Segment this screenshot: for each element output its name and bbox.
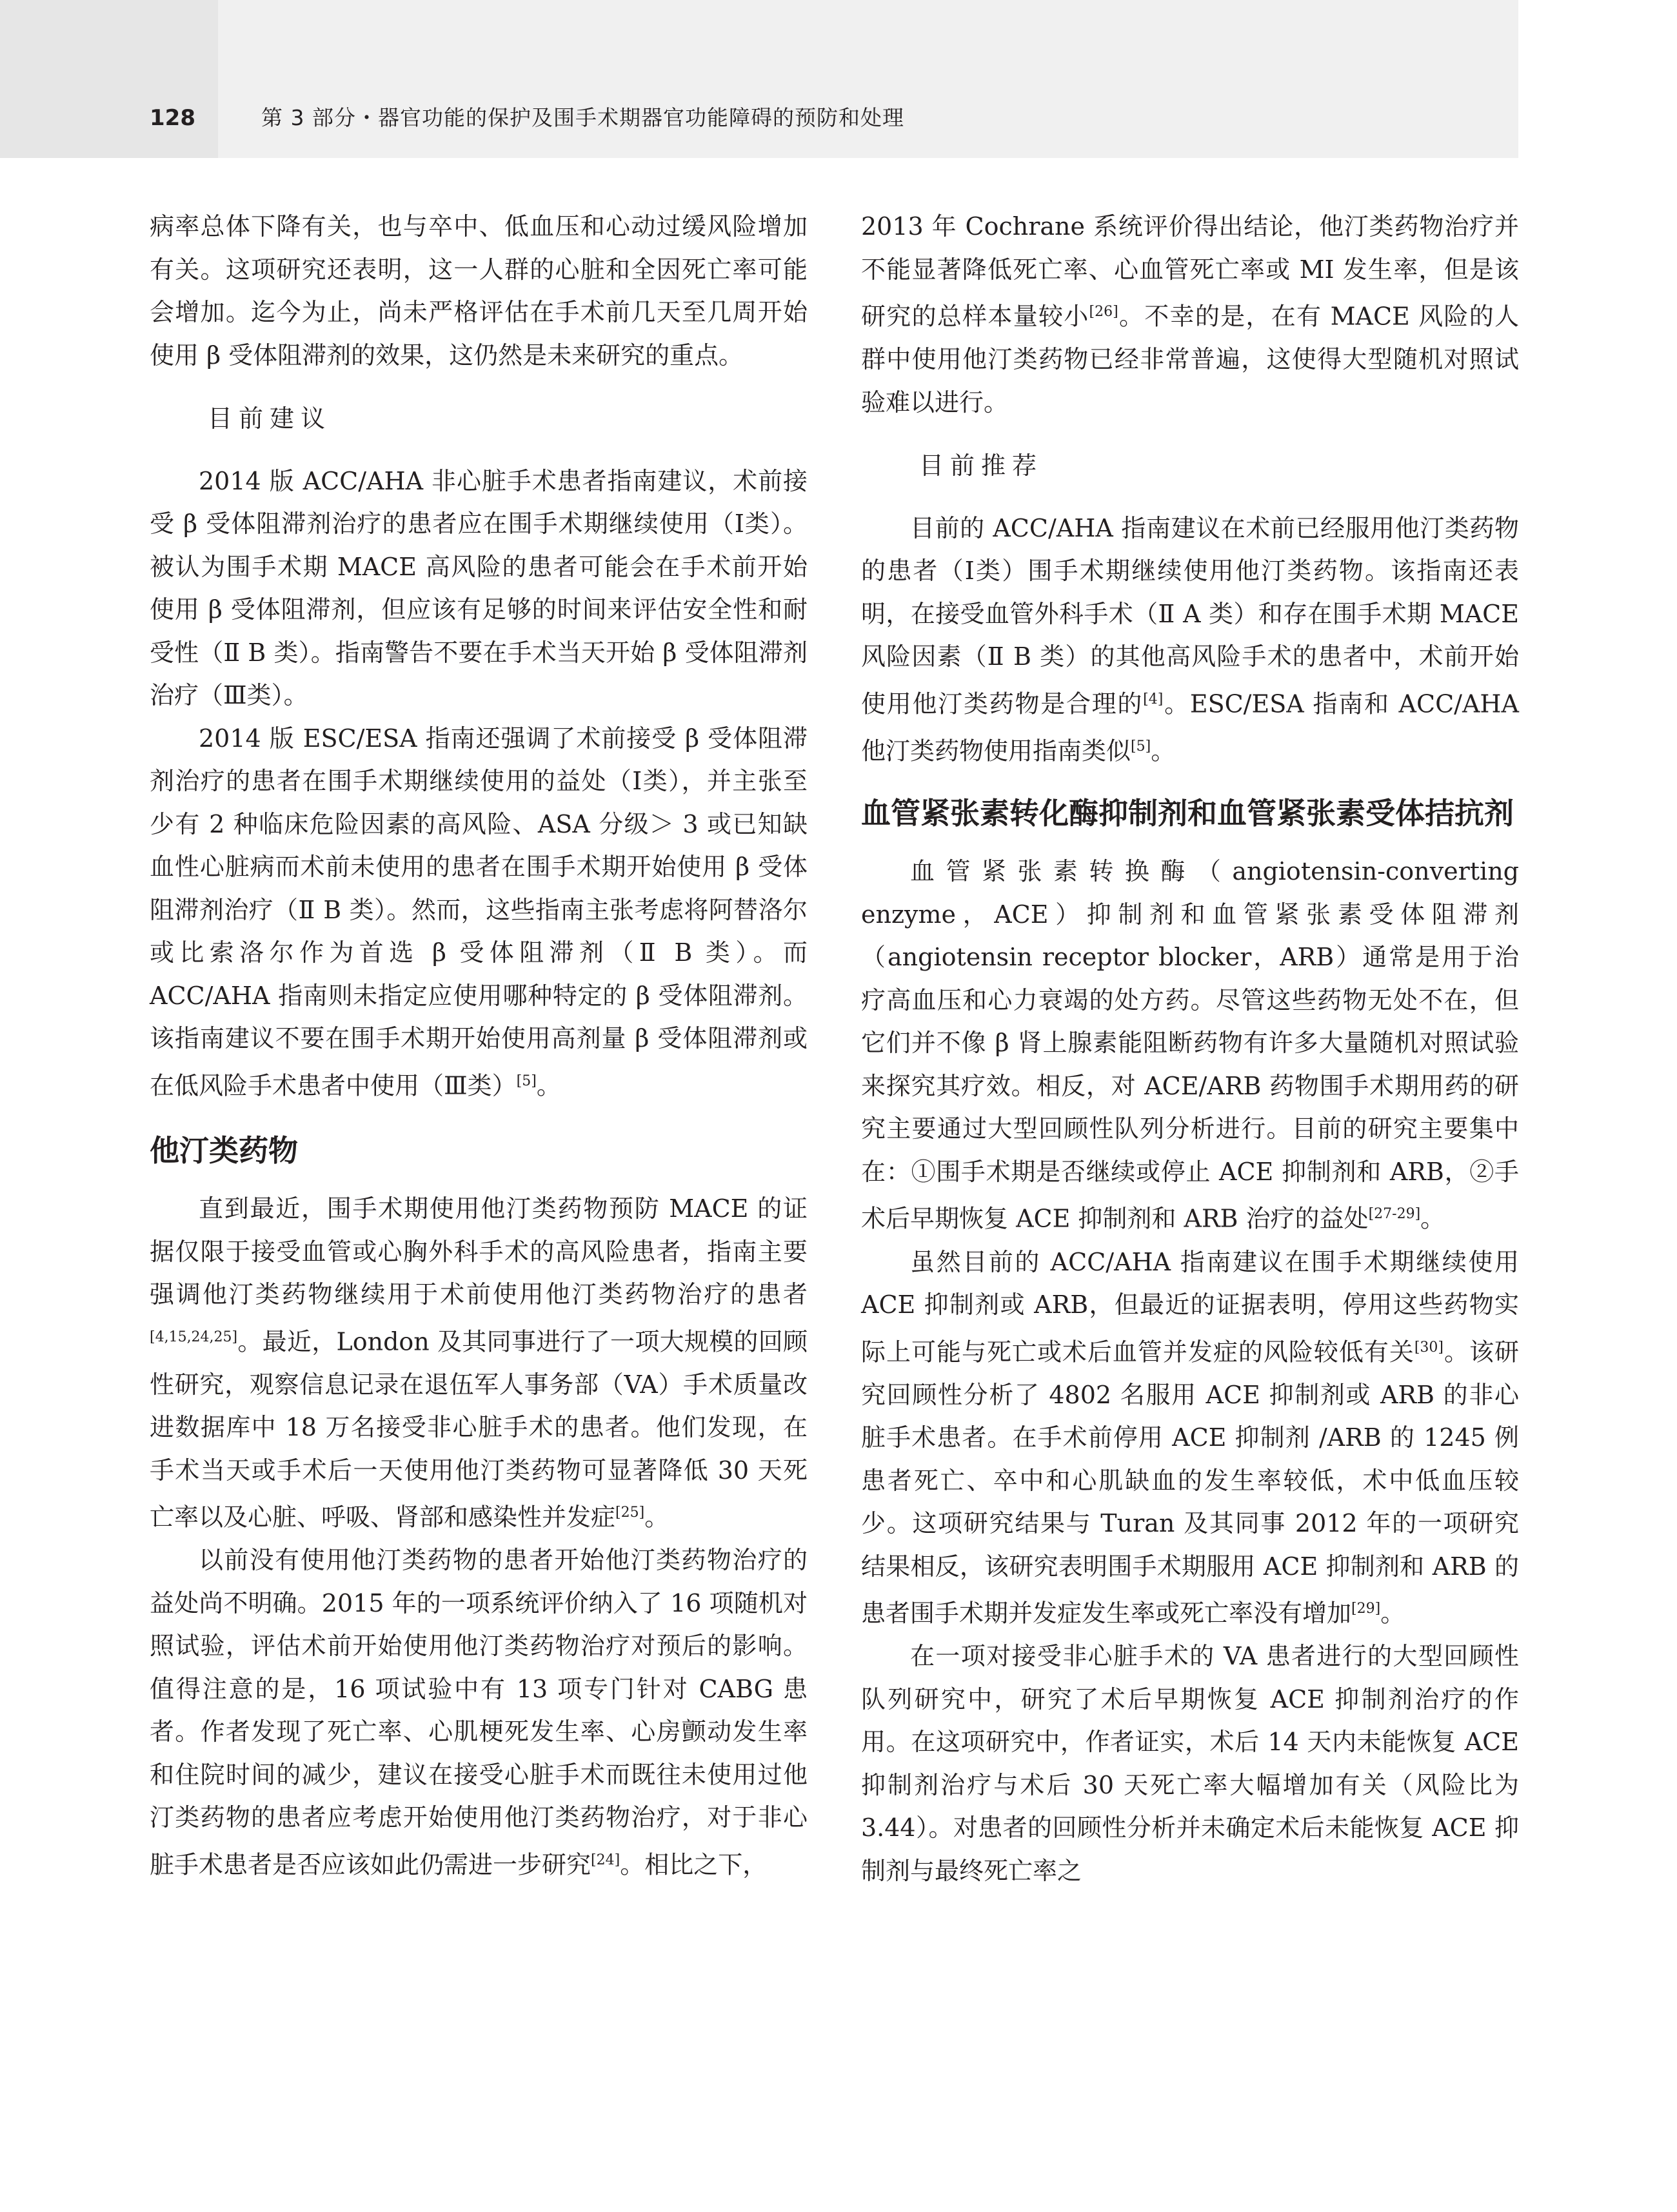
- page-number: 128: [150, 105, 195, 131]
- paragraph-text: 。: [644, 1503, 670, 1532]
- body-paragraph: 病率总体下降有关，也与卒中、低血压和心动过缓风险增加有关。这项研究还表明，这一人群的心脏和全因死亡率可能会增加。迄今为止，尚未严格评估在手术前几天至几周开始使用 β 受体阻滞剂的效果，这仍然是未来研究的重点。: [150, 212, 808, 370]
- subheading-current-recommendations-statins: 目前推荐: [919, 451, 1044, 480]
- left-column: [150, 205, 808, 1886]
- paragraph-text: 。: [1151, 736, 1176, 765]
- paragraph-text: 。: [536, 1071, 561, 1100]
- citation-ref: [4]: [1143, 691, 1164, 707]
- header-margin-block: [0, 0, 218, 158]
- paragraph-text: 2014 版 ESC/ESA 指南还强调了术前接受 β 受体阻滞剂治疗的患者在围手术期继续使用的益处（Ⅰ类），并主张至少有 2 种临床危险因素的高风险、ASA 分级＞ 3 或已知缺血性心脏病而术前未使用的患者在围手术期开始使用 β 受体阻滞剂治疗（Ⅱ B 类）。然而，这些指南主张考虑将阿替洛尔或比索洛尔作为首选 β 受体阻滞剂（Ⅱ B 类）。而 ACC/AHA 指南则未指定应使用哪种特定的 β 受体阻滞剂。该指南建议不要在围手术期开始使用高剂量 β 受体阻滞剂或在低风险手术患者中使用（Ⅲ类）: [150, 724, 808, 1100]
- citation-ref: [29]: [1351, 1601, 1381, 1617]
- subheading-current-recommendations: 目前建议: [208, 404, 332, 433]
- citation-ref: [4,15,24,25]: [150, 1328, 238, 1345]
- body-paragraph: [150, 717, 808, 1107]
- paragraph-text: 直到最近，围手术期使用他汀类药物预防 MACE 的证据仅限于接受血管或心胸外科手术的高风险患者，指南主要强调他汀类药物继续用于术前使用他汀类药物治疗的患者: [150, 1194, 808, 1309]
- paragraph-text: 。最近，London 及其同事进行了一项大规模的回顾性研究，观察信息记录在退伍军人事务部（VA）手术质量改进数据库中 18 万名接受非心脏手术的患者。他们发现，在手术当天或手术后一天使用他汀类药物可显著降低 30 天死亡率以及心脏、呼吸、肾部和感染性并发症: [150, 1327, 808, 1532]
- paragraph-text: 虽然目前的 ACC/AHA 指南建议在围手术期继续使用 ACE 抑制剂或 ARB，但最近的证据表明，停用这些药物实际上可能与死亡或术后血管并发症的风险较低有关: [861, 1247, 1519, 1367]
- body-paragraph: [150, 1187, 808, 1539]
- running-header-title: 第 3 部分・器官功能的保护及围手术期器官功能障碍的预防和处理: [261, 105, 904, 130]
- citation-ref: [26]: [1089, 304, 1118, 320]
- right-column: [861, 205, 1519, 1892]
- paragraph-text: 。ESC/ESA 指南和 ACC/AHA 他汀类药物使用指南类似: [861, 689, 1519, 765]
- paragraph-text: 以前没有使用他汀类药物的患者开始他汀类药物治疗的益处尚不明确。2015 年的一项系统评价纳入了 16 项随机对照试验，评估术前开始使用他汀类药物治疗对预后的影响。值得注意的是，16 项试验中有 13 项专门针对 CABG 患者。作者发现了死亡率、心肌梗死发生率、心房颤动发生率和住院时间的减少，建议在接受心脏手术而既往未使用过他汀类药物的患者应考虑开始使用他汀类药物治疗，对于非心脏手术患者是否应该如此仍需进一步研究: [150, 1546, 808, 1879]
- citation-ref: [5]: [516, 1072, 537, 1089]
- paragraph-text: 2013 年 Cochrane 系统评价得出结论，他汀类药物治疗并不能显著降低死亡率、心血管死亡率或 MI 发生率，但是该研究的总样本量较小: [861, 212, 1519, 331]
- body-paragraph: [861, 1241, 1519, 1635]
- citation-ref: [24]: [591, 1852, 620, 1868]
- paragraph-text: 。该研究回顾性分析了 4802 名服用 ACE 抑制剂或 ARB 的非心脏手术患者。在手术前停用 ACE 抑制剂 /ARB 的 1245 例患者死亡、卒中和心肌缺血的发生率较低，术中低血压较少。这项研究结果与 Turan 及其同事 2012 年的一项研究结果相反，该研究表明围手术期服用 ACE 抑制剂和 ARB 的患者围手术期并发症发生率或死亡率没有增加: [861, 1338, 1519, 1628]
- paragraph-text: 血管紧张素转换酶（angiotensin-converting enzyme，ACE）抑制剂和血管紧张素受体阻滞剂（angiotensin receptor blocker，ARB）通常是用于治疗高血压和心力衰竭的处方药。尽管这些药物无处不在，但它们并不像 β 肾上腺素能阻断药物有许多大量随机对照试验来探究其疗效。相反，对 ACE/ARB 药物围手术期用药的研究主要通过大型回顾性队列分析进行。目前的研究主要集中在：①围手术期是否继续或停止 ACE 抑制剂和 ARB，②手术后早期恢复 ACE 抑制剂和 ARB 治疗的益处: [861, 857, 1519, 1234]
- body-paragraph: 在一项对接受非心脏手术的 VA 患者进行的大型回顾性队列研究中，研究了术后早期恢复 ACE 抑制剂治疗的作用。在这项研究中，作者证实，术后 14 天内未能恢复 ACE 抑制剂治疗与术后 30 天死亡率大幅增加有关（风险比为 3.44）。对患者的回顾性分析并未确定术后未能恢复 ACE 抑制剂与最终死亡率之: [861, 1642, 1519, 1885]
- body-paragraph: [861, 205, 1519, 424]
- citation-ref: [5]: [1131, 738, 1151, 755]
- header-band: [218, 0, 1518, 158]
- paragraph-text: 目前的 ACC/AHA 指南建议在术前已经服用他汀类药物的患者（Ⅰ类）围手术期继续使用他汀类药物。该指南还表明，在接受血管外科手术（Ⅱ A 类）和存在围手术期 MACE 风险因素（Ⅱ B 类）的其他高风险手术的患者中，术前开始使用他汀类药物是合理的: [861, 513, 1519, 718]
- body-paragraph: [861, 850, 1519, 1240]
- citation-ref: [27-29]: [1368, 1206, 1421, 1223]
- section-heading-ace-arb: 血管紧张素转化酶抑制剂和血管紧张素受体拮抗剂: [861, 795, 1514, 831]
- paragraph-text: 。相比之下，: [620, 1850, 768, 1879]
- body-paragraph: [861, 507, 1519, 773]
- citation-ref: [30]: [1414, 1339, 1444, 1356]
- body-paragraph: [150, 1539, 808, 1886]
- paragraph-text: 。: [1380, 1599, 1405, 1628]
- paragraph-text: 。: [1420, 1205, 1445, 1234]
- section-heading-statins: 他汀类药物: [150, 1132, 298, 1168]
- paragraph-text: 。不幸的是，在有 MACE 风险的人群中使用他汀类药物已经非常普遍，这使得大型随机对照试验难以进行。: [861, 302, 1519, 417]
- citation-ref: [25]: [615, 1505, 645, 1521]
- body-paragraph: 2014 版 ACC/AHA 非心脏手术患者指南建议，术前接受 β 受体阻滞剂治疗的患者应在围手术期继续使用（Ⅰ类）。被认为围手术期 MACE 高风险的患者可能会在手术前开始使用 β 受体阻滞剂，但应该有足够的时间来评估安全性和耐受性（Ⅱ B 类）。指南警告不要在手术当天开始 β 受体阻滞剂治疗（Ⅲ类）。: [150, 466, 808, 709]
